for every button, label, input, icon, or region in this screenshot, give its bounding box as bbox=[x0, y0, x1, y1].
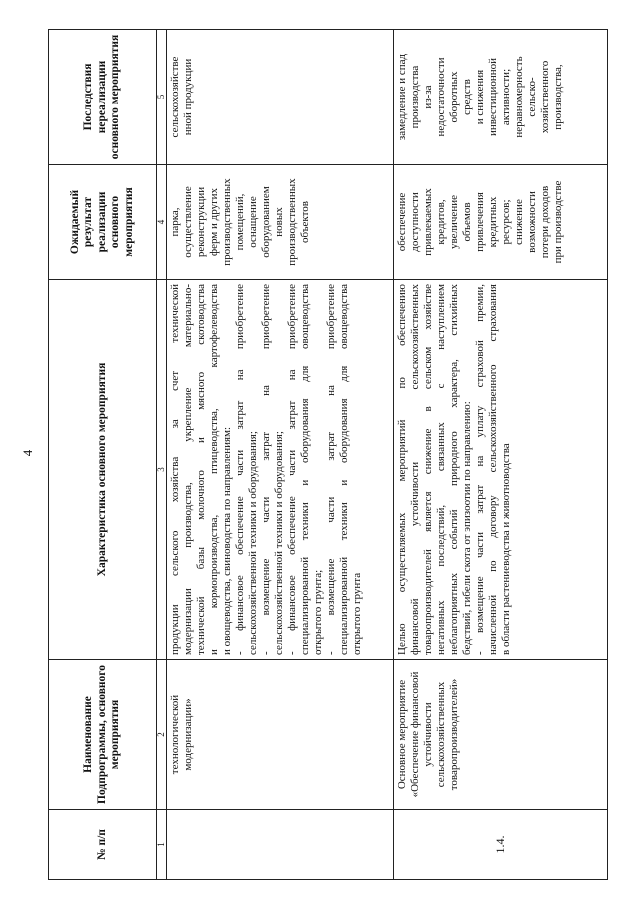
table-row bbox=[393, 30, 607, 880]
cell-line: Целью осуществляемых мероприятий по обеспечению bbox=[395, 284, 408, 655]
cell-line: модернизации» bbox=[182, 698, 195, 771]
cell-line: и овощеводства, свиноводства по направлениям: bbox=[221, 426, 234, 655]
measure-name bbox=[393, 660, 607, 810]
cell-line: производства bbox=[408, 65, 421, 129]
cell-line: возможности bbox=[525, 191, 538, 253]
cell-line: неравномерность bbox=[512, 56, 525, 138]
cell-line: осуществление bbox=[182, 186, 195, 258]
cell-line: оборотных bbox=[447, 71, 460, 123]
cell-line: средств bbox=[460, 79, 473, 115]
cell-line: сельскохозяйственных bbox=[434, 681, 447, 788]
cell-line: привлекаемых bbox=[421, 188, 434, 256]
header-consequences: Последствия нереализации основного мероприятия bbox=[49, 30, 157, 165]
cell-line: устойчивости bbox=[421, 702, 434, 767]
cell-line: открытого грунта bbox=[351, 572, 364, 655]
cell-line: и кормопроизводства, птицеводства, картофелеводства bbox=[208, 284, 221, 655]
cell-line: обеспечение bbox=[395, 192, 408, 252]
page-number: 4 bbox=[20, 449, 35, 457]
measure-name bbox=[167, 660, 393, 810]
cell-line: - возмещение части затрат на приобретение bbox=[260, 284, 273, 655]
cell-line: при производстве bbox=[551, 180, 564, 264]
column-number: 2 bbox=[157, 660, 167, 810]
cell-line: производства, bbox=[551, 64, 564, 130]
column-number: 3 bbox=[157, 280, 167, 660]
column-number: 4 bbox=[157, 165, 167, 280]
header-description: Характеристика основного мероприятия bbox=[49, 280, 157, 660]
table-row bbox=[167, 30, 393, 880]
cell-line: негативных последствий, связанных с наступлением bbox=[434, 284, 447, 655]
row-number bbox=[167, 810, 393, 880]
cell-line: парка, bbox=[169, 207, 182, 237]
cell-line: кредитов, bbox=[434, 199, 447, 245]
cell-line: нной продукции bbox=[182, 58, 195, 136]
cell-line: активности; bbox=[499, 68, 512, 126]
cell-line: новых bbox=[273, 207, 286, 237]
cell-line: привлечения bbox=[473, 192, 486, 252]
header-row bbox=[49, 30, 157, 880]
cell-line: - возмещение части затрат на приобретение bbox=[325, 284, 338, 655]
cell-line: «Обеспечение финансовой bbox=[408, 671, 421, 798]
consequences bbox=[393, 30, 607, 165]
cell-line: снижение bbox=[512, 199, 525, 245]
cell-line: объемов bbox=[460, 202, 473, 242]
cell-line: объектов bbox=[299, 201, 312, 243]
cell-line: сельско- bbox=[525, 77, 538, 117]
cell-line: финансовой устойчивости сельскохозяйственных bbox=[408, 284, 421, 655]
cell-line: замедление и спад bbox=[395, 53, 408, 141]
cell-line: открытого грунта; bbox=[312, 569, 325, 655]
cell-line: - возмещение части затрат на уплату страховой премии, bbox=[473, 284, 486, 655]
cell-line: начисленной по договору сельскохозяйственного страхования bbox=[486, 284, 499, 655]
cell-line: инвестиционной bbox=[486, 57, 499, 137]
cell-line: оснащение bbox=[247, 196, 260, 248]
rotated-table-wrapper bbox=[48, 30, 608, 880]
cell-line: увеличение bbox=[447, 195, 460, 249]
cell-line: технологической bbox=[169, 694, 182, 775]
header-num: № п/п bbox=[49, 810, 157, 880]
cell-line: реконструкции bbox=[195, 186, 208, 258]
cell-line: специализированной техники и оборудования для овощеводства bbox=[299, 284, 312, 655]
cell-line: сельскохозяйственной техники и оборудования; bbox=[247, 431, 260, 655]
cell-line: кредитных bbox=[486, 196, 499, 248]
cell-line: и снижения bbox=[473, 69, 486, 125]
expected-result bbox=[167, 165, 393, 280]
column-number-row bbox=[157, 30, 167, 880]
cell-line: в области растениеводства и животноводства bbox=[499, 443, 512, 655]
expected-result bbox=[393, 165, 607, 280]
cell-line: производственных bbox=[286, 178, 299, 266]
measure-description bbox=[167, 280, 393, 660]
measures-table bbox=[48, 29, 608, 880]
cell-line: доступности bbox=[408, 192, 421, 252]
cell-line: товаропроизводителей» bbox=[447, 678, 460, 791]
cell-line: специализированной техники и оборудования для овощеводства bbox=[338, 284, 351, 655]
cell-line: недостаточности bbox=[434, 57, 447, 137]
cell-line: - финансовое обеспечение части затрат на приобретение bbox=[286, 284, 299, 655]
cell-line: технической базы молочного и мясного скотоводства bbox=[195, 284, 208, 655]
cell-line: Основное мероприятие bbox=[395, 679, 408, 790]
cell-line: товаропроизводителей является снижение в сельском хозяйстве bbox=[421, 284, 434, 655]
cell-line: помещений, bbox=[234, 193, 247, 251]
header-result: Ожидаемый результат реализации основного мероприятия bbox=[49, 165, 157, 280]
column-number: 5 bbox=[157, 30, 167, 165]
consequences bbox=[167, 30, 393, 165]
cell-line: бедствий, гибели скота от эпизоотии по направлению: bbox=[460, 401, 473, 655]
cell-line: модернизации производства, укрепление материально- bbox=[182, 284, 195, 655]
cell-line: - финансовое обеспечение части затрат на приобретение bbox=[234, 284, 247, 655]
cell-line: сельскохозяйственной техники и оборудования; bbox=[273, 431, 286, 655]
cell-line: хозяйственного bbox=[538, 60, 551, 134]
cell-line: ресурсов; bbox=[499, 199, 512, 245]
cell-line: ферм и других bbox=[208, 187, 221, 257]
measure-description bbox=[393, 280, 607, 660]
cell-line: продукции сельского хозяйства за счет технической bbox=[169, 284, 182, 655]
cell-line: неблагоприятных событий природного характера, стихийных bbox=[447, 284, 460, 655]
header-name: Наименование Подпрограммы, основного мероприятия bbox=[49, 660, 157, 810]
cell-line: производственных bbox=[221, 178, 234, 266]
cell-line: потери доходов bbox=[538, 185, 551, 259]
cell-line: из-за bbox=[421, 85, 434, 109]
column-number: 1 bbox=[157, 810, 167, 880]
cell-line: оборудованием bbox=[260, 186, 273, 258]
row-number: 1.4. bbox=[393, 810, 607, 880]
cell-line: сельскохозяйстве bbox=[169, 56, 182, 138]
